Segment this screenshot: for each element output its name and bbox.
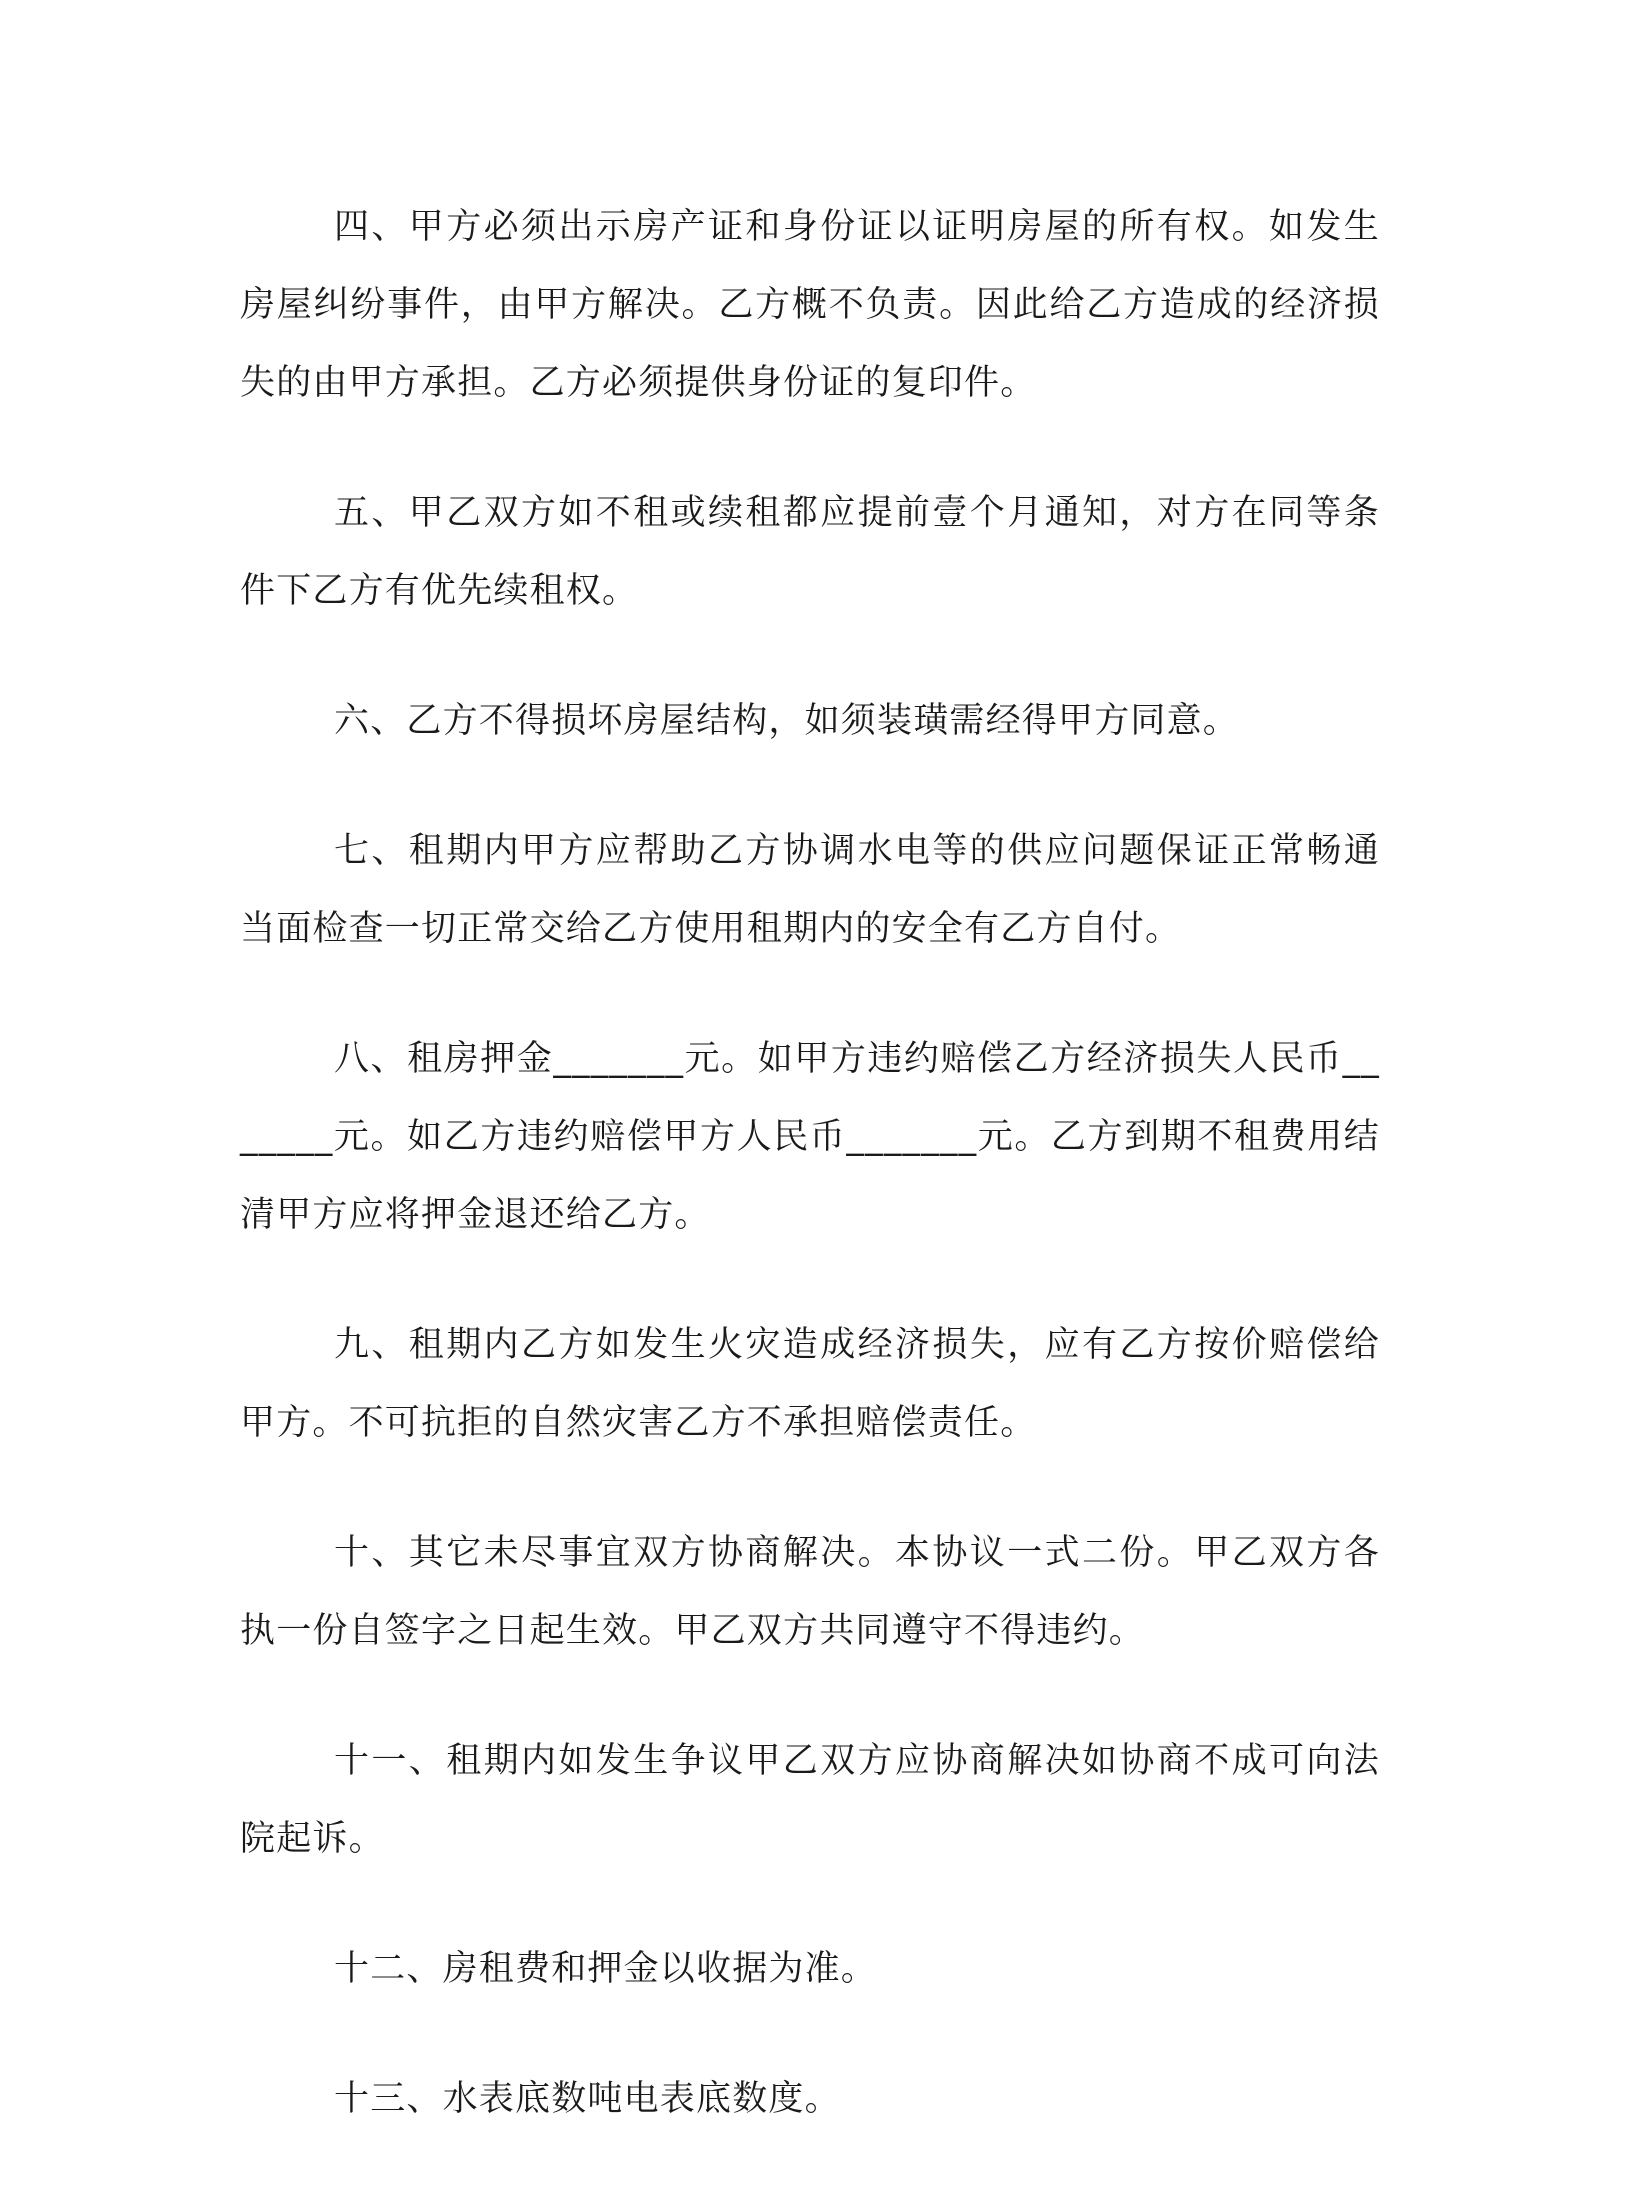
clause-10: 十、其它未尽事宜双方协商解决。本协议一式二份。甲乙双方各执一份自签字之日起生效。甲乙双方共同遵守不得违约。: [240, 1533, 1380, 1651]
clause-12: 十二、房租费和押金以收据为准。: [334, 1949, 878, 1989]
clause-4: 四、甲方必须出示房产证和身份证以证明房屋的所有权。如发生房屋纠纷事件，由甲方解决。乙方概不负责。因此给乙方造成的经济损失的由甲方承担。乙方必须提供身份证的复印件。: [240, 207, 1380, 403]
clause-7: 七、租期内甲方应帮助乙方协调水电等的供应问题保证正常畅通当面检查一切正常交给乙方使用租期内的安全有乙方自付。: [240, 831, 1380, 949]
clause-9: 九、租期内乙方如发生火灾造成经济损失，应有乙方按价赔偿给甲方。不可抗拒的自然灾害乙方不承担赔偿责任。: [240, 1325, 1380, 1443]
clause-5: 五、甲乙双方如不租或续租都应提前壹个月通知，对方在同等条件下乙方有优先续租权。: [240, 493, 1380, 611]
clause-6: 六、乙方不得损坏房屋结构，如须装璜需经得甲方同意。: [334, 701, 1240, 741]
clause-13: 十三、水表底数吨电表底数度。: [334, 2079, 841, 2119]
clause-8: 八、租房押金_______元。如甲方违约赔偿乙方经济损失人民币_______元。如乙方违约赔偿甲方人民币_______元。乙方到期不租费用结清甲方应将押金退还给乙方。: [240, 1039, 1380, 1235]
document-body: [240, 188, 1380, 2190]
clause-11: 十一、租期内如发生争议甲乙双方应协商解决如协商不成可向法院起诉。: [240, 1741, 1380, 1859]
